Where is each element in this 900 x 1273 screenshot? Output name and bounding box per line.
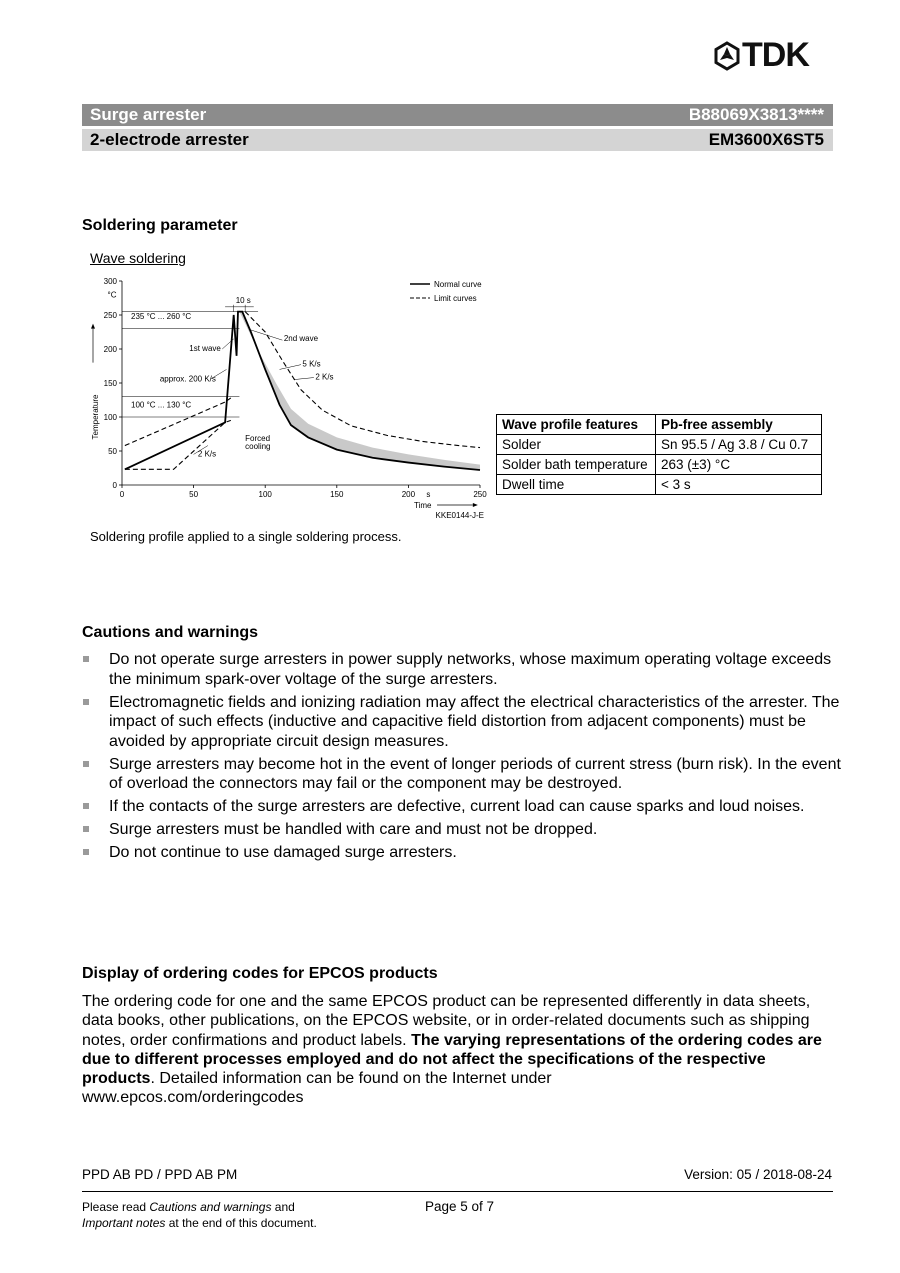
table-header-cell: Pb-free assembly	[656, 415, 822, 435]
y-tick-label: 150	[103, 379, 117, 388]
x-tick-label: 250	[473, 490, 487, 499]
y-tick-label: 250	[103, 311, 117, 320]
annotation-leader	[280, 365, 301, 370]
wave-soldering-chart	[82, 270, 494, 525]
type-code: EM3600X6ST5	[708, 130, 824, 149]
table-header-cell: Wave profile features	[497, 415, 656, 435]
tdk-emblem-icon	[712, 40, 742, 72]
bullet-icon	[83, 656, 89, 662]
part-number: B88069X3813****	[688, 105, 824, 124]
table-row	[497, 475, 822, 495]
caution-text: Surge arresters must be handled with care and must not be dropped.	[109, 821, 598, 838]
chart-annotation: 100 °C ... 130 °C	[131, 400, 192, 410]
chart-annotation: 10 s	[235, 295, 251, 305]
x-axis-label: Time	[413, 501, 432, 510]
x-axis-arrowhead	[473, 503, 478, 507]
chart-annotation: 1st wave	[189, 344, 221, 354]
header-bar-primary	[82, 104, 833, 126]
footer-divider	[82, 1191, 833, 1192]
cautions-heading: Cautions and warnings	[82, 624, 259, 641]
chart-annotation: 235 °C ... 260 °C	[131, 312, 192, 322]
ordering-url-link[interactable]: www.epcos.com/orderingcodes	[82, 1089, 304, 1107]
header-bar-secondary	[82, 129, 833, 151]
chart-annotation: approx. 200 K/s	[159, 374, 216, 384]
chart-annotation: cooling	[245, 441, 271, 451]
caution-text: If the contacts of the surge arresters are defective, current load can cause sparks and loud noises.	[109, 798, 805, 815]
soldering-note: Soldering profile applied to a single soldering process.	[90, 529, 402, 544]
tdk-logo	[712, 36, 837, 74]
x-tick-label: 0	[119, 490, 125, 499]
chart-annotations	[131, 280, 484, 520]
chart-shaded-band	[239, 312, 480, 470]
chart-annotation: KKE0144-J-E	[435, 511, 484, 520]
x-unit-label: s	[426, 490, 431, 499]
footer-department: PPD AB PD / PPD AB PM	[82, 1167, 238, 1182]
x-tick-label: 150	[330, 490, 344, 499]
shaded-tolerance-band	[239, 312, 480, 470]
ordering-text: The ordering code for one and the same EPCOS product can be represented differently in data sheets, data books, other publications, on the EPCOS website, or in order-related documents such as shipping notes, order confirmations and product labels.	[82, 993, 811, 1049]
chart-annotation: 2 K/s	[315, 372, 334, 382]
list-item	[82, 650, 842, 689]
wave-soldering-chart-svg	[82, 270, 494, 525]
x-tick-label: 100	[258, 490, 272, 499]
y-tick-label: 300	[103, 277, 117, 286]
ordering-heading: Display of ordering codes for EPCOS products	[82, 965, 438, 982]
y-tick-label: 50	[108, 447, 117, 456]
chart-annotation: 5 K/s	[302, 359, 321, 369]
ordering-text-bold: The varying representations of the ordering codes are due to different processes employed and do not affect the specifications of the respective products	[82, 1031, 822, 1088]
annotation-leader	[251, 330, 283, 340]
table-cell: < 3 s	[656, 475, 822, 495]
y-axis-arrowhead	[91, 324, 95, 329]
bullet-icon	[83, 803, 89, 809]
chart-annotation: 2nd wave	[283, 333, 319, 343]
caution-text: Electromagnetic fields and ionizing radiation may affect the electrical characteristics of the arrester. The impact of such effects (inductive and capacitive field distortion from adjacent components) must be avoided by appropriate circuit design measures.	[109, 693, 840, 750]
chart-annotation: 2 K/s	[197, 449, 217, 459]
table-cell: Sn 95.5 / Ag 3.8 / Cu 0.7	[656, 435, 822, 455]
table-cell: 263 (±3) °C	[656, 455, 822, 475]
legend-limit-label: Limit curves	[434, 294, 477, 303]
table-cell: Solder bath temperature	[497, 455, 656, 475]
chart-annotation: Forced	[245, 433, 271, 443]
page-number: Page 5 of 7	[425, 1199, 495, 1214]
list-item	[82, 820, 842, 840]
ordering-text-tail: . Detailed information can be found on the Internet under	[150, 1070, 552, 1088]
footer-note-text: at the end of this document.	[165, 1216, 317, 1230]
caution-text: Do not continue to use damaged surge arresters.	[109, 844, 457, 861]
product-subtitle: 2-electrode arrester	[90, 130, 249, 149]
logo-text: TDK	[742, 36, 809, 74]
footer-note-text: and	[271, 1200, 295, 1214]
caution-text: Surge arresters may become hot in the event of longer periods of current stress (burn risk). In the event of overload the connectors may fail or the component may be destroyed.	[109, 755, 841, 792]
wave-profile-table	[496, 414, 822, 495]
footer-note-text: Please read	[82, 1200, 150, 1214]
footer-note-italic: Cautions and warnings	[149, 1200, 272, 1214]
y-tick-label: 0	[112, 481, 117, 490]
caution-text: Do not operate surge arresters in power supply networks, whose maximum operating voltage exceeds the minimum spark-over voltage of the surge arresters.	[109, 651, 832, 688]
table-cell: Dwell time	[497, 475, 656, 495]
y-axis-label: Temperature	[91, 394, 100, 440]
table-header-row	[497, 415, 822, 435]
table-row	[497, 455, 822, 475]
y-tick-label: 100	[103, 413, 117, 422]
footer-note-italic: Important notes	[82, 1216, 166, 1230]
x-tick-label: 50	[189, 490, 199, 499]
list-item	[82, 797, 842, 817]
bullet-icon	[83, 826, 89, 832]
list-item	[82, 843, 842, 863]
bullet-icon	[83, 849, 89, 855]
footer-version: Version: 05 / 2018-08-24	[684, 1167, 832, 1182]
y-tick-label: 200	[103, 345, 117, 354]
table-cell: Solder	[497, 435, 656, 455]
cautions-list	[82, 650, 842, 866]
bullet-icon	[83, 699, 89, 705]
legend-normal-label: Normal curve	[434, 280, 482, 289]
table-row	[497, 435, 822, 455]
list-item	[82, 693, 842, 752]
footer-note	[82, 1199, 317, 1231]
limit-curve-line	[245, 312, 480, 448]
product-title: Surge arrester	[90, 105, 207, 124]
wave-soldering-subheading: Wave soldering	[90, 250, 186, 266]
bullet-icon	[83, 761, 89, 767]
ordering-paragraph	[82, 992, 842, 1108]
soldering-heading: Soldering parameter	[82, 217, 238, 234]
y-unit-label: °C	[107, 290, 117, 300]
annotation-leader	[294, 378, 314, 380]
x-tick-label: 200	[401, 490, 416, 499]
list-item	[82, 755, 842, 794]
